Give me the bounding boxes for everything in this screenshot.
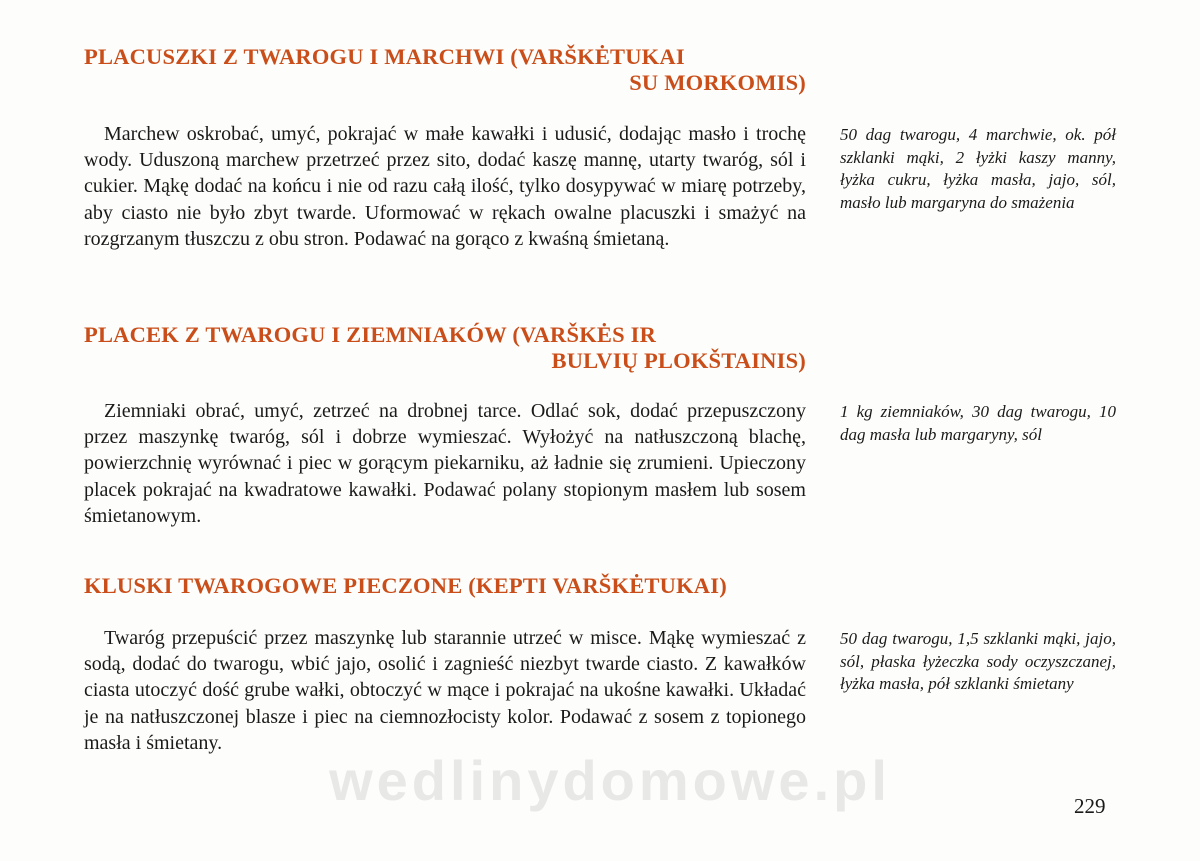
recipe-instructions-placuszki: Marchew oskrobać, umyć, pokrajać w małe kawałki i udusić, dodając masło i trochę wody. Uduszoną marchew przetrzeć przez sito, dodać kaszę mannę, utarty twaróg, sól i cukier. Mąkę dodać na końcu i nie od razu całą ilość, tylko dosypywać w miarę potrzeby, aby ciasto nie było zbyt twarde. Uformować w rękach owalne placuszki i smażyć na rozgrzanym tłuszczu z obu stron. Podawać na gorąco z kwaśną śmietaną. [84, 123, 806, 250]
watermark: wedlinydomowe.pl [329, 749, 891, 812]
recipe-ingredients-placek: 1 kg ziemniaków, 30 dag twarogu, 10 dag masła lub margaryny, sól [840, 402, 1116, 444]
recipe-title-line: BULVIŲ PLOKŠTAINIS) [551, 348, 806, 373]
recipe-title-line: PLACUSZKI Z TWAROGU I MARCHWI (VARŠKĖTUKAI [84, 44, 685, 69]
recipe-title-line: SU MORKOMIS) [629, 70, 806, 95]
recipe-ingredients-placuszki: 50 dag twarogu, 4 marchwie, ok. pół szklanki mąki, 2 łyżki kaszy manny, łyżka cukru, łyżka masła, jajo, sól, masło lub margaryna do smażenia [840, 125, 1116, 212]
recipe-instructions-kluski: Twaróg przepuścić przez maszynkę lub starannie utrzeć w misce. Mąkę wymieszać z sodą, dodać do twarogu, wbić jajo, osolić i zagnieść niezbyt twarde ciasto. Z kawałków ciasta utoczyć dość grube wałki, obtoczyć w mące i pokrajać na ukośne kawałki. Układać je na natłuszczonej blasze i piec na ciemnozłocisty kolor. Podawać z sosem z topionego masła i śmietany. [84, 627, 806, 754]
page-number: 229 [1074, 794, 1106, 818]
recipe-title-kluski [84, 573, 806, 599]
recipe-instructions-placek: Ziemniaki obrać, umyć, zetrzeć na drobnej tarce. Odlać sok, dodać przepuszczony przez maszynkę twaróg, sól i dobrze wymieszać. Wyłożyć na natłuszczoną blachę, powierzchnię wyrównać i piec w gorącym piekarniku, aż ładnie się zrumieni. Upieczony placek pokrajać na kwadratowe kawałki. Podawać polany stopionym masłem lub sosem śmietanowym. [84, 400, 806, 527]
recipe-title-placek [84, 322, 806, 374]
recipe-title-placuszki [84, 44, 806, 96]
recipe-ingredients-kluski: 50 dag twarogu, 1,5 szklanki mąki, jajo, sól, płaska łyżeczka sody oczyszczanej, łyżka masła, pół szklanki śmietany [840, 629, 1116, 694]
recipe-title-line: PLACEK Z TWAROGU I ZIEMNIAKÓW (VARŠKĖS IR [84, 322, 657, 347]
recipe-title-line: KLUSKI TWAROGOWE PIECZONE (KEPTI VARŠKĖTUKAI) [84, 573, 727, 598]
